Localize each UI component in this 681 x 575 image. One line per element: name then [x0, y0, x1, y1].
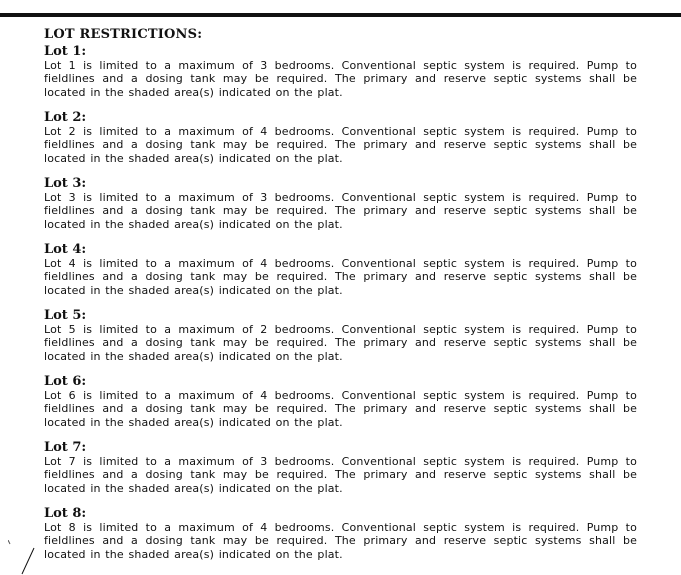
lot-restriction-text: Lot 6 is limited to a maximum of 4 bedrooms. Conventional septic system is required. Pump to fieldlines and a dosing tank may be required. The primary and reserve septic systems shall be located in the shaded area(s) indicated on the plat.	[44, 389, 637, 429]
lot-heading: Lot 4:	[44, 242, 87, 257]
lot-heading: Lot 2:	[44, 110, 87, 125]
lot-section	[44, 507, 637, 573]
lot-heading: Lot 5:	[44, 308, 87, 323]
lot-heading: Lot 1:	[44, 44, 87, 59]
lot-restriction-text: Lot 8 is limited to a maximum of 4 bedrooms. Conventional septic system is required. Pump to fieldlines and a dosing tank may be required. The primary and reserve septic systems shall be located in the shaded area(s) indicated on the plat.	[44, 521, 637, 561]
lot-section	[44, 375, 637, 441]
plat-line	[22, 548, 34, 574]
lot-restriction-text: Lot 3 is limited to a maximum of 3 bedrooms. Conventional septic system is required. Pump to fieldlines and a dosing tank may be required. The primary and reserve septic systems shall be located in the shaded area(s) indicated on the plat.	[44, 191, 637, 231]
lot-restriction-text: Lot 1 is limited to a maximum of 3 bedrooms. Conventional septic system is required. Pump to fieldlines and a dosing tank may be required. The primary and reserve septic systems shall be located in the shaded area(s) indicated on the plat.	[44, 59, 637, 99]
lot-heading: Lot 6:	[44, 374, 87, 389]
lot-section	[44, 111, 637, 177]
lot-heading: Lot 3:	[44, 176, 87, 191]
lot-restriction-text: Lot 7 is limited to a maximum of 3 bedrooms. Conventional septic system is required. Pump to fieldlines and a dosing tank may be required. The primary and reserve septic systems shall be located in the shaded area(s) indicated on the plat.	[44, 455, 637, 495]
top-border-rule	[0, 13, 681, 17]
lot-restriction-text: Lot 5 is limited to a maximum of 2 bedrooms. Conventional septic system is required. Pump to fieldlines and a dosing tank may be required. The primary and reserve septic systems shall be located in the shaded area(s) indicated on the plat.	[44, 323, 637, 363]
lot-section	[44, 441, 637, 507]
lot-section	[44, 309, 637, 375]
lot-section	[44, 45, 637, 111]
plat-tick	[8, 540, 10, 544]
lot-restrictions-list	[44, 45, 637, 573]
lot-restriction-text: Lot 2 is limited to a maximum of 4 bedrooms. Conventional septic system is required. Pump to fieldlines and a dosing tank may be required. The primary and reserve septic systems shall be located in the shaded area(s) indicated on the plat.	[44, 125, 637, 165]
document-title: LOT RESTRICTIONS:	[44, 27, 203, 42]
lot-section	[44, 243, 637, 309]
lot-heading: Lot 8:	[44, 506, 87, 521]
lot-restriction-text: Lot 4 is limited to a maximum of 4 bedrooms. Conventional septic system is required. Pump to fieldlines and a dosing tank may be required. The primary and reserve septic systems shall be located in the shaded area(s) indicated on the plat.	[44, 257, 637, 297]
lot-section	[44, 177, 637, 243]
lot-heading: Lot 7:	[44, 440, 87, 455]
plat-line-fragment	[8, 540, 48, 575]
